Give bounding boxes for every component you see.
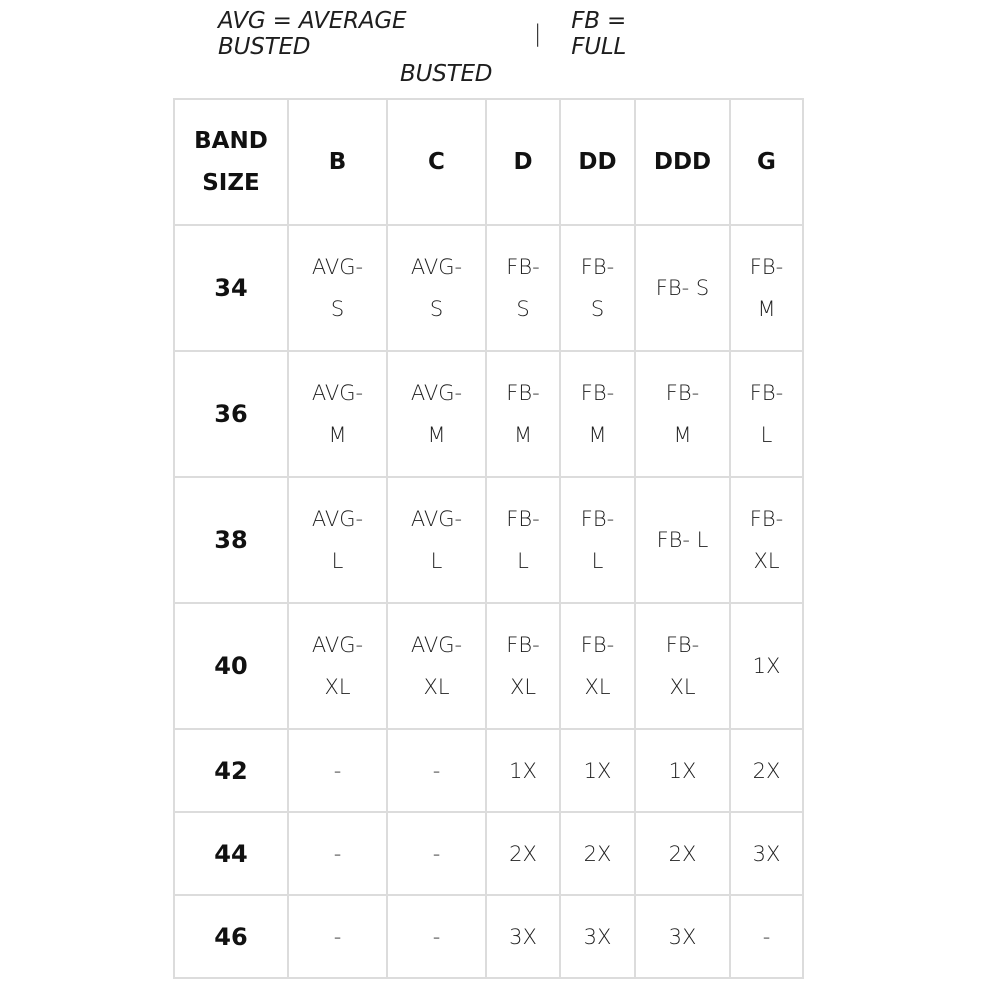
size-cell: AVG- S (288, 225, 387, 351)
size-cell: AVG- S (387, 225, 486, 351)
legend-separator: | (533, 21, 542, 47)
size-cell: AVG- M (387, 351, 486, 477)
size-cell: AVG- XL (387, 603, 486, 729)
header-cup-c: C (387, 99, 486, 225)
size-cell: 3X (486, 895, 560, 978)
band-size-cell: 38 (174, 477, 288, 603)
size-cell: 1X (486, 729, 560, 812)
legend-line-1 (218, 8, 688, 60)
size-cell: 1X (560, 729, 635, 812)
header-cup-dd: DD (560, 99, 635, 225)
band-size-cell: 46 (174, 895, 288, 978)
size-cell: AVG- L (288, 477, 387, 603)
header-row (174, 99, 803, 225)
size-cell: FB- XL (635, 603, 730, 729)
legend-avg-definition: AVG = AVERAGE BUSTED (218, 8, 407, 60)
header-cup-ddd: DDD (635, 99, 730, 225)
size-cell: AVG- XL (288, 603, 387, 729)
size-cell: FB- XL (560, 603, 635, 729)
size-cell: 3X (730, 812, 803, 895)
size-cell: FB- M (560, 351, 635, 477)
legend-fb-definition-continued: BUSTED (400, 61, 493, 87)
table-row (174, 729, 803, 812)
table-row (174, 225, 803, 351)
size-cell: 1X (730, 603, 803, 729)
header-cup-b: B (288, 99, 387, 225)
size-cell: AVG- L (387, 477, 486, 603)
size-cell: 2X (730, 729, 803, 812)
header-size-line: SIZE (202, 170, 260, 196)
size-cell: FB- L (560, 477, 635, 603)
size-cell: FB- M (635, 351, 730, 477)
size-cell: FB- M (730, 225, 803, 351)
size-cell: 1X (635, 729, 730, 812)
legend-fb-definition: FB = FULL (571, 8, 627, 60)
header-band-size (174, 99, 288, 225)
size-cell: 2X (635, 812, 730, 895)
size-cell: FB- L (730, 351, 803, 477)
size-cell: FB- S (486, 225, 560, 351)
size-cell: - (288, 812, 387, 895)
table-row (174, 477, 803, 603)
table-row (174, 351, 803, 477)
size-cell: 2X (486, 812, 560, 895)
header-cup-g: G (730, 99, 803, 225)
header-cup-d: D (486, 99, 560, 225)
size-cell: FB- XL (730, 477, 803, 603)
size-cell: - (387, 729, 486, 812)
band-size-cell: 34 (174, 225, 288, 351)
size-cell: FB- M (486, 351, 560, 477)
band-size-cell: 42 (174, 729, 288, 812)
size-cell: FB- L (486, 477, 560, 603)
size-cell: - (387, 812, 486, 895)
size-cell: 3X (635, 895, 730, 978)
size-cell: FB- S (635, 225, 730, 351)
size-cell: FB- XL (486, 603, 560, 729)
band-size-cell: 36 (174, 351, 288, 477)
size-cell: AVG- M (288, 351, 387, 477)
size-cell: - (288, 729, 387, 812)
table-row (174, 603, 803, 729)
size-chart-table (173, 98, 804, 979)
band-size-cell: 40 (174, 603, 288, 729)
table-row (174, 895, 803, 978)
size-cell: - (730, 895, 803, 978)
size-cell: 3X (560, 895, 635, 978)
size-cell: FB- L (635, 477, 730, 603)
header-band-line: BAND (194, 128, 268, 154)
table-row (174, 812, 803, 895)
size-cell: FB- S (560, 225, 635, 351)
legend (218, 8, 688, 94)
band-size-cell: 44 (174, 812, 288, 895)
size-cell: - (387, 895, 486, 978)
size-cell: 2X (560, 812, 635, 895)
size-cell: - (288, 895, 387, 978)
